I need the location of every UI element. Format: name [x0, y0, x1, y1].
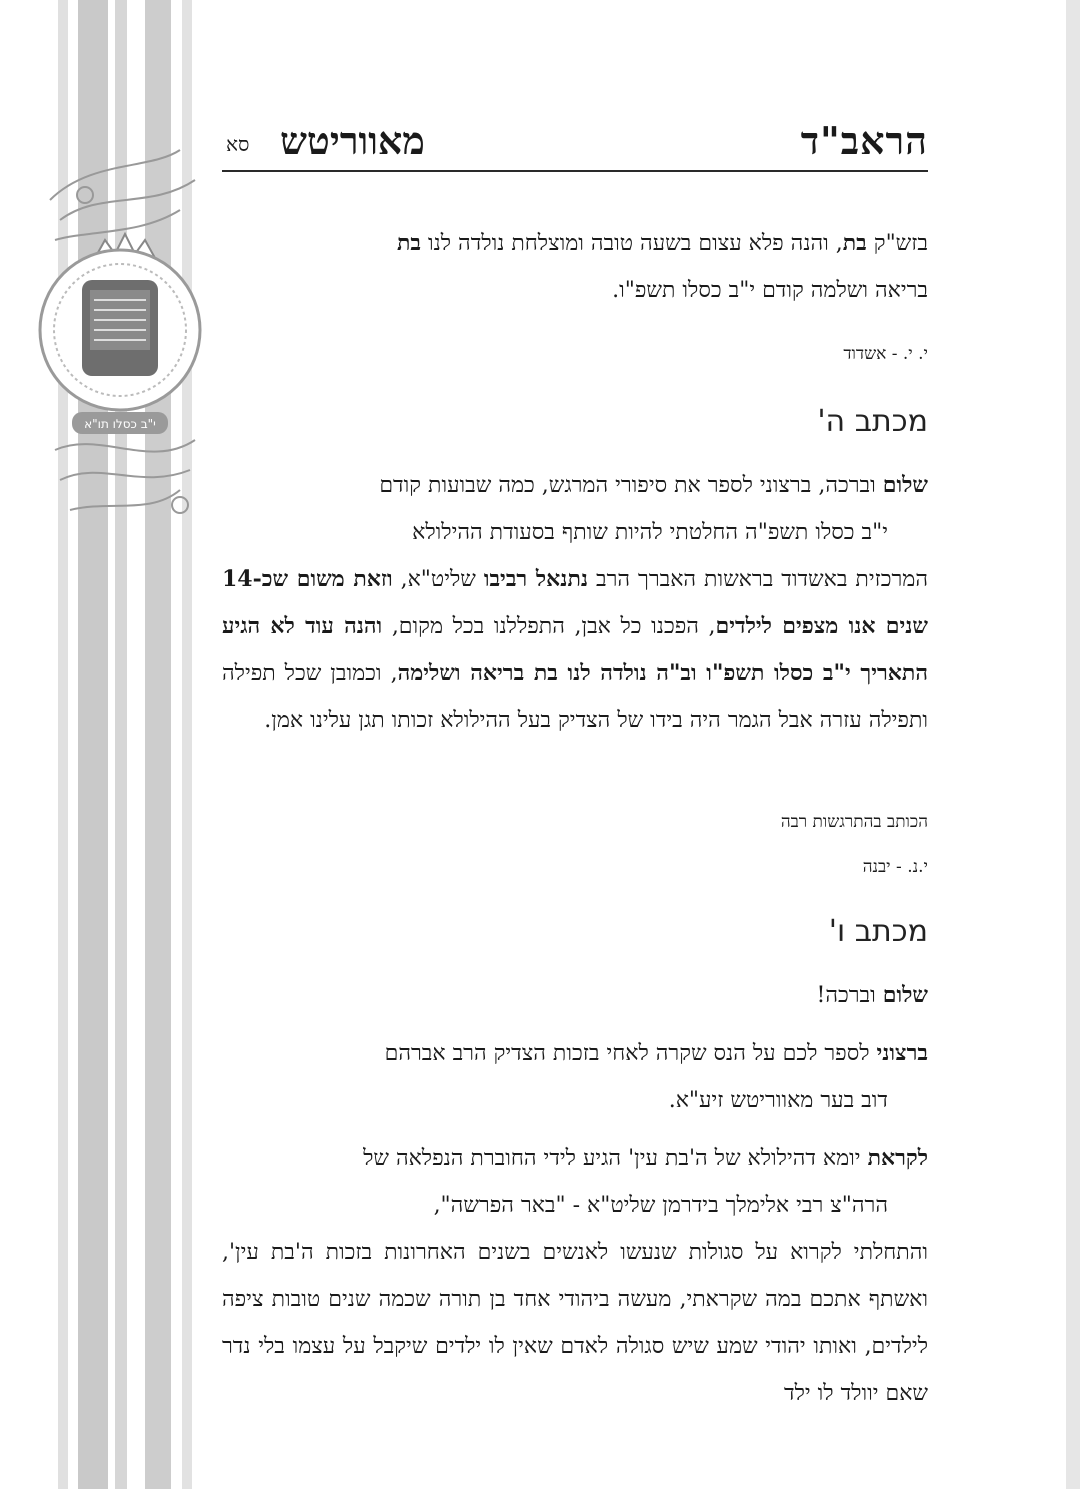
memorial-seal-logo — [30, 140, 210, 540]
svg-text:י"ב כסלו תו"א: י"ב כסלו תו"א — [84, 417, 156, 431]
page-number: סא — [226, 132, 250, 156]
letter-6-heading: מכתב ו' — [828, 914, 928, 949]
letter-6-paragraph-1: ברצוני לספר לכם על הנס שקרה לאחי בזכות הצדיק הרב אברהם דוב בער מאווריטש זיע"א. — [384, 1040, 928, 1113]
signature: הכותב בהתרגשות רבה — [780, 812, 928, 832]
header-title-right: הראב"ד — [800, 118, 928, 163]
letter-6-greeting: שלום וברכה! — [816, 982, 928, 1008]
paragraph: בזש"ק בת, והנה פלא עצום בשעה טובה ומוצלחת נולדה לנו בת בריאה ושלמה קודם י"ב כסלו תשפ"ו. — [396, 230, 928, 303]
letter-5-body — [222, 462, 928, 744]
letter-4-ending — [222, 220, 928, 314]
paragraph: שלום וברכה, ברצוני לספר את סיפורי המרגש, כמה שבועות קודם י"ב כסלו תשפ"ה החלטתי להיות שותף בסעודת ההילולא המרכזית באשדוד בראשות האברך הרב נתנאל רביבו שליט"א, וזאת משום שכ-14 שנים אנו מצפים לילדים, הפכנו כל אבן, התפללנו בכל מקום, והנה עוד לא הגיע התאריך י"ב כסלו תשפ"ו וב"ה נולדה לנו בת בריאה ושלימה, וכמובן שכל תפילה ותפילה עזרה אבל הגמר היה בידו של הצדיק בעל ההילולא זכותו תגן עלינו אמן. — [222, 472, 928, 733]
page-header — [222, 110, 928, 172]
letter-5-heading: מכתב ה' — [817, 404, 928, 439]
header-title-left: מאווריטש — [280, 118, 425, 163]
signature: י.נ. - יבנה — [862, 857, 928, 877]
letter-6-paragraph-2: לקראת יומא דהילולא של ה'בת עין' הגיע לידי החוברת הנפלאה של הרה"צ רבי אלימלך בידרמן שליט"א - "באר הפרשה", והתחלתי לקרוא על סגולות שנעשו לאנשים בשנים האחרונות בזכות ה'בת עין', ואשתף אתכם במה שקראתי, מעשה ביהודי אחד בן תורה שכמה שנים טובות ציפה לילדים, ואותו יהודי שמע שיש סגולה לאדם שאין לו ילדים שיקבל על עצמו בלי נדר שאם יוולד לו ילד — [222, 1145, 928, 1406]
signature: י. י. - אשדוד — [843, 344, 928, 364]
